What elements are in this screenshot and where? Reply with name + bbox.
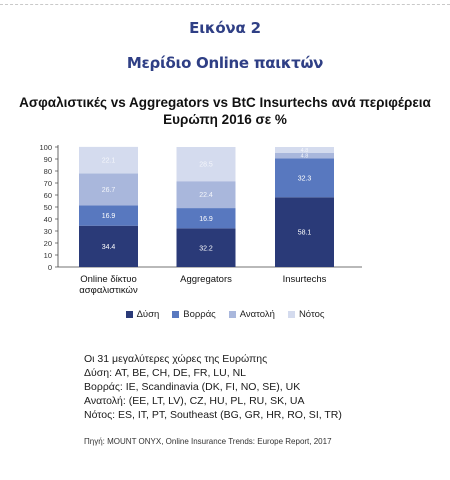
y-tick-label: 0 [47, 262, 52, 272]
legend-swatch [229, 311, 236, 318]
y-tick-label: 90 [43, 154, 52, 164]
legend-label: Δύση [136, 309, 160, 320]
legend-item [126, 309, 160, 320]
figure-title: Μερίδιο Online παικτών [126, 54, 324, 72]
bar-data-label: 16.9 [101, 213, 116, 221]
bar-data-label: 26.7 [101, 187, 116, 195]
source-note: Πηγή: MOUNT ONYX, Online Insurance Trends: Europe Report, 2017 [84, 437, 332, 446]
note-line: Δύση: AT, BE, CH, DE, FR, LU, NL [84, 367, 246, 379]
y-tick-label: 40 [43, 214, 52, 224]
x-category-label: Online δίκτυο [80, 274, 137, 285]
chart-title: Ασφαλιστικές vs Aggregators vs BtC Insurtechs ανά περιφέρεια Ευρώπη 2016 σε % [19, 95, 431, 127]
legend-label: Ανατολή [239, 309, 275, 320]
y-tick-label: 30 [43, 226, 52, 236]
y-tick-label: 50 [43, 202, 52, 212]
y-tick-label: 100 [39, 142, 52, 152]
y-tick-label: 10 [43, 250, 52, 260]
legend-item [229, 309, 275, 320]
bar-data-label: 22.1 [101, 157, 116, 165]
y-tick-label: 20 [43, 238, 52, 248]
note-line: Βορράς: IE, Scandinavia (DK, FI, NO, SE), UK [84, 381, 301, 393]
y-tick-label: 70 [43, 178, 52, 188]
x-category-label: Insurtechs [282, 274, 327, 285]
legend-label: Βορράς [183, 309, 216, 320]
x-category-label: ασφαλιστικών [79, 285, 138, 296]
bar-data-label: 32.3 [297, 175, 312, 183]
legend-label: Νότος [298, 309, 325, 320]
bar-data-label: 28.5 [199, 161, 213, 169]
legend-swatch [172, 311, 179, 318]
y-tick-label: 80 [43, 166, 52, 176]
legend-swatch [288, 311, 295, 318]
figure-label: Εικόνα 2 [189, 19, 261, 37]
region-notes [84, 352, 444, 422]
y-tick-label: 60 [43, 190, 52, 200]
bar-data-label: 32.2 [199, 245, 213, 253]
legend-item [172, 309, 216, 320]
note-line: Νότος: ES, IT, PT, Southeast (BG, GR, HR, RO, SI, TR) [84, 409, 342, 421]
bar-data-label: 22.4 [199, 192, 213, 200]
bar-data-label: 4.8 [300, 153, 309, 160]
chart-legend [0, 309, 450, 320]
legend-swatch [126, 311, 133, 318]
legend-item [288, 309, 325, 320]
note-line: Οι 31 μεγαλύτερες χώρες της Ευρώπης [84, 353, 268, 365]
bar-data-label: 58.1 [297, 229, 312, 237]
bar-data-label: 4.8 [300, 147, 309, 154]
note-line: Ανατολή: (EE, LT, LV), CZ, HU, PL, RU, SK, UA [84, 395, 305, 407]
x-category-label: Aggregators [180, 274, 232, 285]
bar-data-label: 34.4 [101, 243, 116, 251]
bar-data-label: 16.9 [199, 215, 213, 223]
